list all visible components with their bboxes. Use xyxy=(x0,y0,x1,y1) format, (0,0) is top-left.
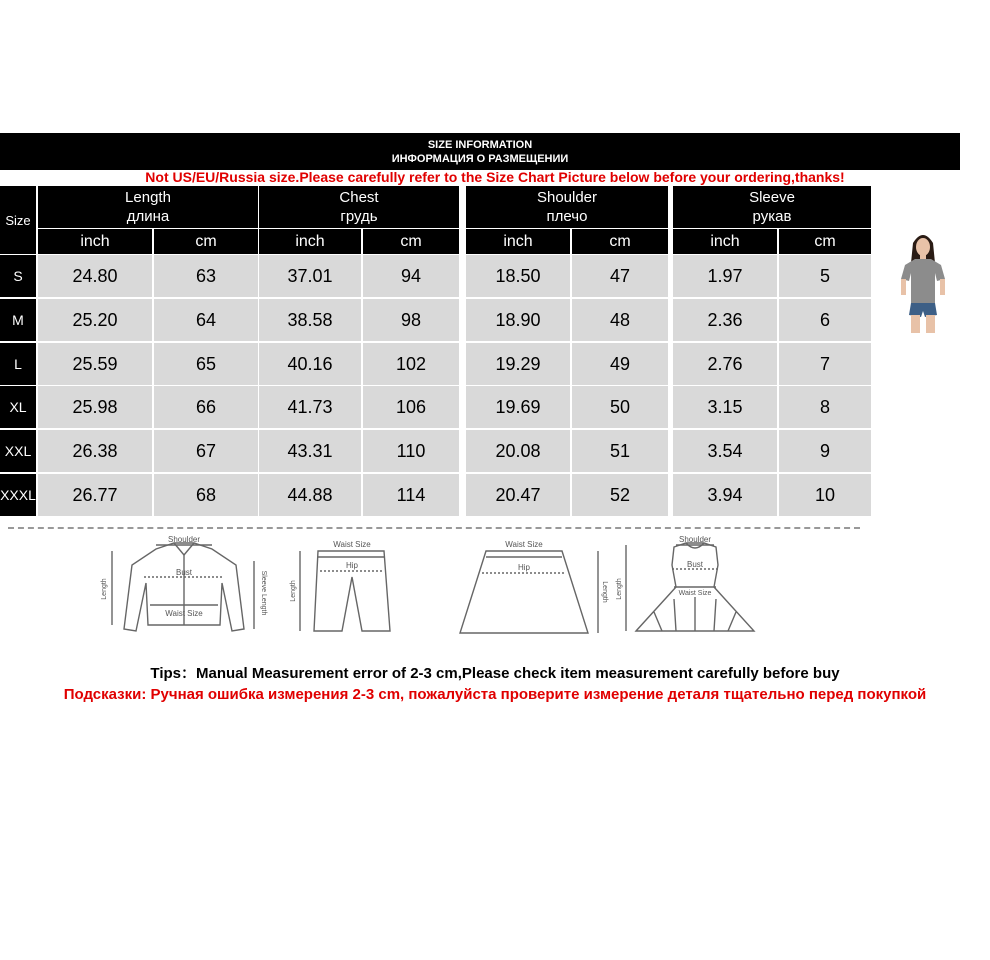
pants-length-label: Length xyxy=(290,580,297,602)
table-cell: 20.47 xyxy=(466,474,570,516)
pants-waist-label: Waist Size xyxy=(333,540,371,549)
table-cell: 66 xyxy=(154,386,258,428)
group-header-3 xyxy=(673,186,871,228)
group-header-1 xyxy=(259,186,459,228)
table-cell: 51 xyxy=(572,430,668,472)
pants-hip-label: Hip xyxy=(345,561,359,570)
table-cell: 26.77 xyxy=(38,474,152,516)
table-cell: 37.01 xyxy=(259,255,361,297)
skirt-hip-label: Hip xyxy=(517,563,531,572)
unit-header-cm: cm xyxy=(363,229,459,254)
banner-title-ru: ИНФОРМАЦИЯ О РАЗМЕЩЕНИИ xyxy=(391,153,569,165)
shirt-waist-label: Waist Size xyxy=(165,609,203,618)
skirt-diagram xyxy=(446,537,606,641)
group-header-en: Chest xyxy=(339,189,379,206)
group-header-ru: плечо xyxy=(546,208,588,225)
table-cell: 26.38 xyxy=(38,430,152,472)
shirt-length-label: Length xyxy=(101,578,108,600)
shirt-sleeve-label: Sleeve Length xyxy=(260,570,267,616)
table-cell: 94 xyxy=(363,255,459,297)
table-cell: 48 xyxy=(572,299,668,341)
table-cell: 98 xyxy=(363,299,459,341)
tips-ru: Подсказки: Ручная ошибка измерения 2-3 cm, пожалуйста проверите измерение деталя тщательно перед покупкой xyxy=(63,686,927,703)
table-cell: 3.54 xyxy=(673,430,777,472)
measurement-diagrams xyxy=(8,537,824,641)
group-header-en: Shoulder xyxy=(536,189,598,206)
group-header-en: Length xyxy=(125,189,171,206)
dress-shoulder-label: Shoulder xyxy=(678,535,712,544)
table-cell: 114 xyxy=(363,474,459,516)
shirt-shoulder-label: Shoulder xyxy=(167,535,201,544)
table-cell: 25.98 xyxy=(38,386,152,428)
unit-header-cm: cm xyxy=(154,229,258,254)
table-cell: 6 xyxy=(779,299,871,341)
shirt-bust-label: Bust xyxy=(175,568,193,577)
table-cell: 18.90 xyxy=(466,299,570,341)
group-header-ru: длина xyxy=(126,208,170,225)
group-header-0 xyxy=(38,186,258,228)
table-cell: 63 xyxy=(154,255,258,297)
table-cell: 3.94 xyxy=(673,474,777,516)
table-cell: 2.36 xyxy=(673,299,777,341)
unit-header-inch: inch xyxy=(466,229,570,254)
skirt-length-label: Length xyxy=(601,581,608,603)
table-cell: 1.97 xyxy=(673,255,777,297)
table-cell: 3.15 xyxy=(673,386,777,428)
table-cell: 52 xyxy=(572,474,668,516)
table-cell: 110 xyxy=(363,430,459,472)
size-row-label: XXL xyxy=(0,430,36,472)
table-cell: 10 xyxy=(779,474,871,516)
pants-diagram xyxy=(286,537,406,641)
table-cell: 65 xyxy=(154,343,258,385)
table-cell: 19.69 xyxy=(466,386,570,428)
size-row-label: XL xyxy=(0,386,36,428)
group-header-ru: рукав xyxy=(752,208,792,225)
table-cell: 5 xyxy=(779,255,871,297)
table-cell: 106 xyxy=(363,386,459,428)
table-cell: 49 xyxy=(572,343,668,385)
dress-diagram xyxy=(614,537,774,641)
table-cell: 67 xyxy=(154,430,258,472)
size-info-banner xyxy=(0,133,960,170)
table-cell: 20.08 xyxy=(466,430,570,472)
table-cell: 24.80 xyxy=(38,255,152,297)
table-cell: 7 xyxy=(779,343,871,385)
table-cell: 25.59 xyxy=(38,343,152,385)
unit-header-inch: inch xyxy=(673,229,777,254)
unit-header-cm: cm xyxy=(779,229,871,254)
table-cell: 40.16 xyxy=(259,343,361,385)
table-cell: 64 xyxy=(154,299,258,341)
table-cell: 50 xyxy=(572,386,668,428)
tips-en: Tips：Manual Measurement error of 2-3 cm,Please check item measurement carefully before buy xyxy=(150,665,840,682)
table-cell: 9 xyxy=(779,430,871,472)
table-cell: 41.73 xyxy=(259,386,361,428)
size-row-label: XXXL xyxy=(0,474,36,516)
unit-header-cm: cm xyxy=(572,229,668,254)
size-column-header: Size xyxy=(0,186,36,254)
size-row-label: S xyxy=(0,255,36,297)
unit-header-inch: inch xyxy=(259,229,361,254)
shirt-diagram xyxy=(94,537,274,641)
table-cell: 8 xyxy=(779,386,871,428)
table-cell: 2.76 xyxy=(673,343,777,385)
unit-header-inch: inch xyxy=(38,229,152,254)
skirt-waist-label: Waist Size xyxy=(505,540,543,549)
dashed-divider xyxy=(8,527,860,529)
dress-waist-label: Waist Size xyxy=(678,590,712,597)
dress-length-label: Length xyxy=(616,578,623,600)
dress-bust-label: Bust xyxy=(686,560,704,569)
model-photo xyxy=(895,229,951,335)
size-notice: Not US/EU/Russia size.Please carefully refer to the Size Chart Picture below before your ordering,thanks! xyxy=(145,169,845,185)
table-cell: 25.20 xyxy=(38,299,152,341)
size-table xyxy=(0,186,872,518)
group-header-en: Sleeve xyxy=(749,189,795,206)
banner-title-en: SIZE INFORMATION xyxy=(427,139,533,151)
group-header-2 xyxy=(466,186,668,228)
table-cell: 68 xyxy=(154,474,258,516)
table-cell: 38.58 xyxy=(259,299,361,341)
size-row-label: L xyxy=(0,343,36,385)
table-cell: 102 xyxy=(363,343,459,385)
table-cell: 44.88 xyxy=(259,474,361,516)
table-cell: 43.31 xyxy=(259,430,361,472)
table-cell: 47 xyxy=(572,255,668,297)
size-row-label: M xyxy=(0,299,36,341)
table-cell: 19.29 xyxy=(466,343,570,385)
group-header-ru: грудь xyxy=(340,208,378,225)
table-cell: 18.50 xyxy=(466,255,570,297)
